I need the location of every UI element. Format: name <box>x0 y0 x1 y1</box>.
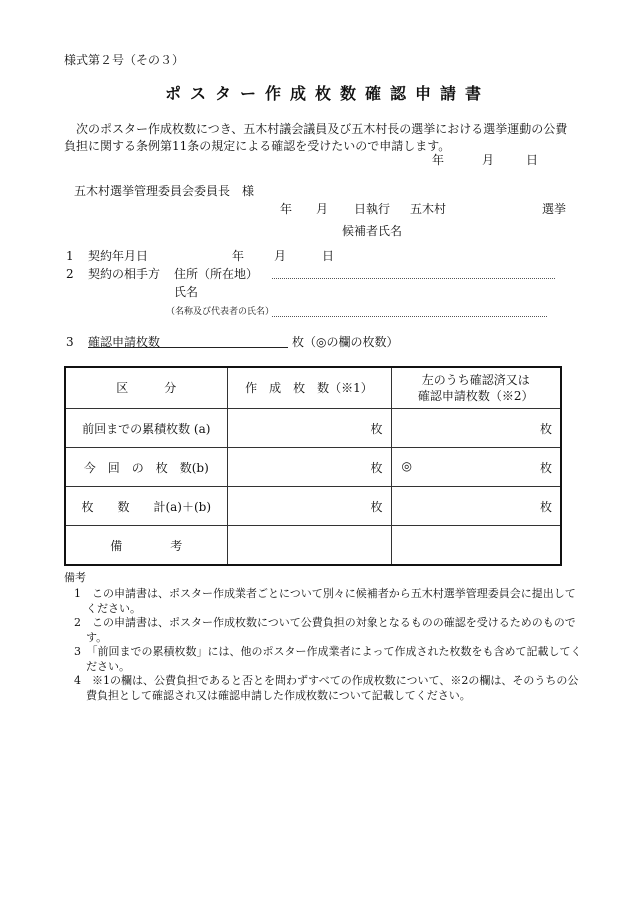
header-category: 区 分 <box>65 367 227 409</box>
page-title: ポスター作成枚数確認申請書 <box>165 84 491 103</box>
representative-note: （名称及び代表者の氏名） <box>166 307 275 317</box>
header-production-count: 作 成 枚 数（※1） <box>227 367 391 409</box>
unit-label: 枚 <box>539 499 552 514</box>
address-fill-line <box>272 278 555 279</box>
row-label-current: 今 回 の 枚 数(b) <box>65 448 227 487</box>
address-label: 住所（所在地） <box>174 267 259 281</box>
table-row <box>65 487 561 526</box>
table-row <box>65 448 561 487</box>
table-row <box>65 526 561 566</box>
date-day: 日 <box>526 153 539 167</box>
intro-text: 次のポスター作成枚数につき、五木村議会議員及び五木村長の選挙における選挙運動の公費負担に関する条例第11条の規定による確認を受けたいので申請します。 <box>64 122 568 153</box>
cell-remarks-2[interactable] <box>391 526 561 566</box>
item-1-day: 日 <box>322 249 335 263</box>
note-item: 1 この申請書は、ポスター作成業者ごとについて別々に候補者から五木村選挙管理委員会に提出してください。 <box>74 587 576 615</box>
date-month: 月 <box>482 153 495 167</box>
name-fill-line <box>272 316 547 317</box>
header-confirmed-line-2: 確認申請枚数（※2） <box>417 389 534 403</box>
election-month: 月 <box>316 202 329 216</box>
row-label-total: 枚 数 計(a)＋(b) <box>65 487 227 526</box>
item-3-unit: 枚 <box>292 335 305 349</box>
election-village: 五木村 <box>410 202 447 216</box>
election-executed: 日執行 <box>354 202 391 216</box>
note-item: 3 「前回までの累積枚数」には、他のポスター作成業者によって作成された枚数をも含めて記載してください。 <box>74 645 582 673</box>
header-confirmed-count <box>391 367 561 409</box>
cell-production-previous[interactable] <box>227 409 391 448</box>
item-2-label: 契約の相手方 <box>88 267 161 281</box>
item-1-number: 1 <box>66 249 74 263</box>
election-type: 選挙 <box>542 202 567 216</box>
double-circle-mark: ◎ <box>401 459 412 473</box>
cell-production-total[interactable] <box>227 487 391 526</box>
item-1-month: 月 <box>274 249 287 263</box>
count-table <box>64 366 562 566</box>
note-item: 2 この申請書は、ポスター作成枚数について公費負担の対象となるものの確認を受けるためのものです。 <box>74 616 576 644</box>
unit-label: 枚 <box>370 460 383 475</box>
cell-remarks-1[interactable] <box>227 526 391 566</box>
candidate-name-label: 候補者氏名 <box>342 224 403 238</box>
row-label-remarks: 備 考 <box>65 526 227 566</box>
addressee: 五木村選挙管理委員会委員長 様 <box>74 184 255 198</box>
header-confirmed-line-1: 左のうち確認済又は <box>421 373 530 387</box>
cell-confirmed-previous[interactable] <box>391 409 561 448</box>
unit-label: 枚 <box>370 499 383 514</box>
cell-production-current[interactable] <box>227 448 391 487</box>
election-year: 年 <box>280 202 293 216</box>
form-number: 様式第２号（その３） <box>64 53 185 67</box>
row-label-previous: 前回までの累積枚数 (a) <box>65 409 227 448</box>
item-2-number: 2 <box>66 267 74 281</box>
item-3-label: 確認申請枚数 <box>88 335 161 349</box>
item-1-year: 年 <box>232 249 245 263</box>
table-header-row <box>65 367 561 409</box>
date-year: 年 <box>432 153 445 167</box>
cell-confirmed-total[interactable] <box>391 487 561 526</box>
unit-label: 枚 <box>539 421 552 436</box>
name-label: 氏名 <box>174 285 199 299</box>
note-item: 4 ※1の欄は、公費負担であると否とを問わずすべての作成枚数について、※2の欄は、そのうちの公費負担として確認され又は確認申請した作成枚数について記載してください。 <box>74 674 579 702</box>
item-3-fill-line <box>88 347 288 348</box>
item-3-note: （◎の欄の枚数） <box>304 335 399 349</box>
item-1-label: 契約年月日 <box>88 249 149 263</box>
item-3-number: 3 <box>66 335 74 349</box>
unit-label: 枚 <box>539 461 552 475</box>
cell-confirmed-current[interactable] <box>391 448 561 487</box>
notes-heading: 備考 <box>64 571 86 584</box>
intro-paragraph <box>64 121 574 155</box>
unit-label: 枚 <box>370 421 383 436</box>
table-row <box>65 409 561 448</box>
